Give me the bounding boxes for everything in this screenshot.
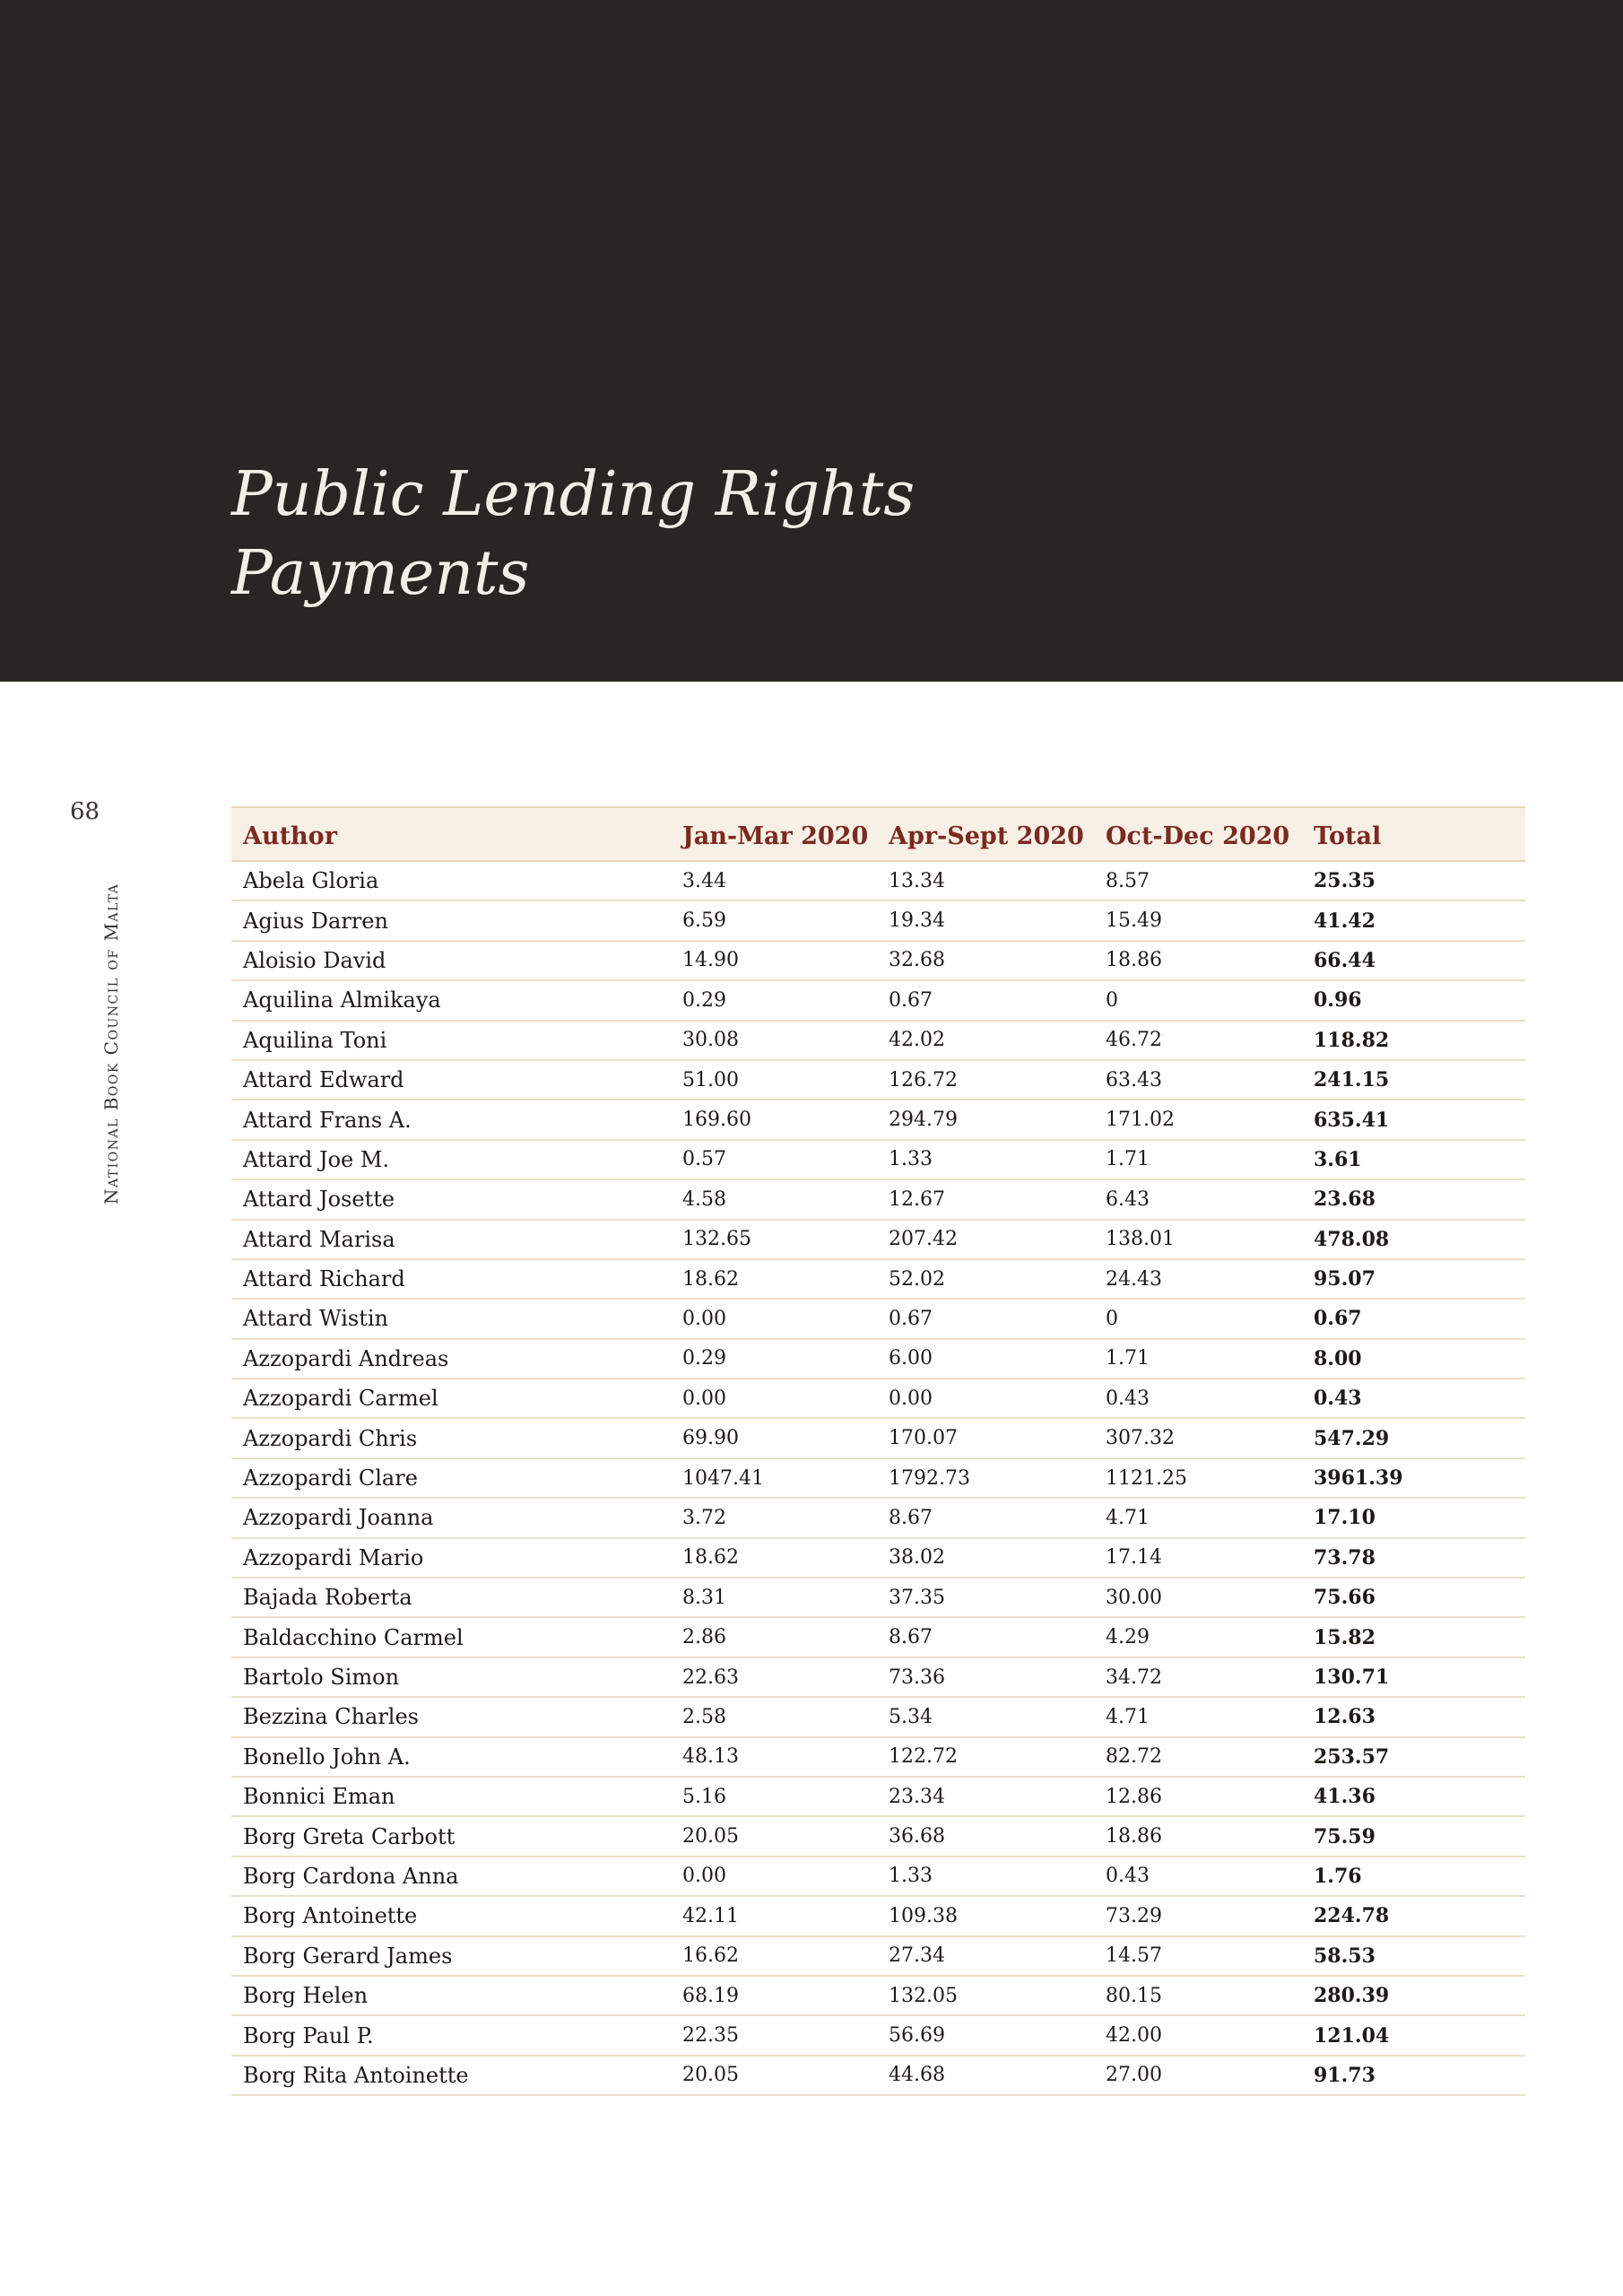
jan-mar-cell: 30.08 bbox=[682, 1029, 739, 1052]
side-running-title: National Book Council of Malta bbox=[100, 883, 122, 1205]
table-row bbox=[231, 1458, 1525, 1498]
apr-sept-cell: 36.68 bbox=[889, 1825, 945, 1848]
table-row bbox=[231, 1220, 1525, 1259]
author-cell: Aquilina Toni bbox=[243, 1027, 387, 1053]
total-cell: 121.04 bbox=[1314, 2023, 1390, 2048]
author-cell: Borg Paul P. bbox=[243, 2022, 374, 2048]
jan-mar-cell: 22.35 bbox=[682, 2024, 739, 2048]
table-row bbox=[231, 2056, 1525, 2095]
table-row bbox=[231, 1140, 1525, 1179]
jan-mar-cell: 16.62 bbox=[682, 1944, 739, 1968]
author-cell: Attard Edward bbox=[243, 1067, 404, 1093]
total-cell: 95.07 bbox=[1314, 1267, 1376, 1292]
author-cell: Bonnici Eman bbox=[243, 1784, 395, 1810]
total-cell: 0.67 bbox=[1314, 1307, 1362, 1331]
oct-dec-cell: 42.00 bbox=[1106, 2024, 1162, 2048]
table-row bbox=[231, 1816, 1525, 1856]
apr-sept-cell: 0.67 bbox=[889, 1307, 933, 1330]
column-header-total: Total bbox=[1314, 822, 1382, 850]
total-cell: 12.63 bbox=[1314, 1705, 1376, 1729]
total-cell: 224.78 bbox=[1314, 1904, 1390, 1928]
total-cell: 15.82 bbox=[1314, 1625, 1376, 1649]
table-row bbox=[231, 1259, 1525, 1299]
payments-table bbox=[231, 806, 1525, 2096]
table-row bbox=[231, 1060, 1525, 1100]
jan-mar-cell: 3.72 bbox=[682, 1506, 726, 1529]
oct-dec-cell: 18.86 bbox=[1106, 949, 1162, 972]
table-row bbox=[231, 1896, 1525, 1935]
author-cell: Borg Rita Antoinette bbox=[243, 2062, 469, 2088]
table-row bbox=[231, 1737, 1525, 1777]
author-cell: Attard Wistin bbox=[243, 1306, 388, 1332]
apr-sept-cell: 294.79 bbox=[889, 1109, 958, 1132]
page-number: 68 bbox=[70, 798, 100, 825]
total-cell: 3.61 bbox=[1314, 1147, 1362, 1171]
jan-mar-cell: 14.90 bbox=[682, 949, 739, 972]
author-cell: Aquilina Almikaya bbox=[243, 987, 441, 1013]
author-cell: Borg Greta Carbott bbox=[243, 1823, 456, 1849]
total-cell: 478.08 bbox=[1314, 1227, 1390, 1251]
total-cell: 1.76 bbox=[1314, 1864, 1362, 1888]
table-row bbox=[231, 1777, 1525, 1816]
jan-mar-cell: 22.63 bbox=[682, 1665, 739, 1689]
apr-sept-cell: 19.34 bbox=[889, 909, 945, 933]
apr-sept-cell: 32.68 bbox=[889, 949, 945, 972]
author-cell: Attard Frans A. bbox=[243, 1107, 412, 1133]
jan-mar-cell: 68.19 bbox=[682, 1984, 739, 2007]
apr-sept-cell: 207.42 bbox=[889, 1228, 958, 1251]
page-title-line-1: Public Lending Rights bbox=[231, 459, 916, 530]
total-cell: 75.66 bbox=[1314, 1586, 1376, 1610]
table-row bbox=[231, 941, 1525, 980]
total-cell: 73.78 bbox=[1314, 1545, 1376, 1570]
jan-mar-cell: 42.11 bbox=[682, 1904, 739, 1927]
apr-sept-cell: 8.67 bbox=[889, 1506, 933, 1529]
total-cell: 66.44 bbox=[1314, 948, 1376, 972]
apr-sept-cell: 1792.73 bbox=[889, 1466, 970, 1490]
author-cell: Attard Joe M. bbox=[243, 1146, 390, 1172]
table-row bbox=[231, 1857, 1525, 1896]
author-cell: Bonello John A. bbox=[243, 1744, 411, 1770]
apr-sept-cell: 109.38 bbox=[889, 1904, 958, 1927]
apr-sept-cell: 5.34 bbox=[889, 1705, 933, 1728]
table-row bbox=[231, 900, 1525, 940]
page-title bbox=[231, 456, 915, 613]
apr-sept-cell: 1.33 bbox=[889, 1865, 933, 1888]
author-cell: Azzopardi Clare bbox=[243, 1465, 418, 1492]
total-cell: 75.59 bbox=[1314, 1824, 1376, 1848]
jan-mar-cell: 20.05 bbox=[682, 2064, 739, 2087]
jan-mar-cell: 6.59 bbox=[682, 909, 726, 933]
oct-dec-cell: 80.15 bbox=[1106, 1984, 1162, 2007]
author-cell: Borg Cardona Anna bbox=[243, 1863, 459, 1889]
total-cell: 130.71 bbox=[1314, 1665, 1390, 1689]
apr-sept-cell: 0.00 bbox=[889, 1387, 933, 1410]
apr-sept-cell: 0.67 bbox=[889, 988, 933, 1012]
table-row bbox=[231, 2015, 1525, 2055]
author-cell: Bartolo Simon bbox=[243, 1665, 400, 1690]
jan-mar-cell: 0.57 bbox=[682, 1148, 726, 1171]
jan-mar-cell: 18.62 bbox=[682, 1267, 739, 1291]
apr-sept-cell: 56.69 bbox=[889, 2024, 945, 2048]
table-row bbox=[231, 1936, 1525, 1976]
table-row bbox=[231, 1418, 1525, 1457]
table-row bbox=[231, 1179, 1525, 1219]
author-cell: Agius Darren bbox=[243, 908, 388, 934]
apr-sept-cell: 12.67 bbox=[889, 1187, 945, 1211]
oct-dec-cell: 1.71 bbox=[1106, 1148, 1150, 1171]
total-cell: 23.68 bbox=[1314, 1187, 1376, 1212]
apr-sept-cell: 126.72 bbox=[889, 1068, 958, 1091]
apr-sept-cell: 27.34 bbox=[889, 1944, 945, 1968]
jan-mar-cell: 3.44 bbox=[682, 869, 726, 892]
table-row bbox=[231, 1299, 1525, 1338]
oct-dec-cell: 1121.25 bbox=[1106, 1466, 1187, 1490]
table-row bbox=[231, 1498, 1525, 1537]
table-row bbox=[231, 1697, 1525, 1736]
total-cell: 41.36 bbox=[1314, 1785, 1376, 1809]
apr-sept-cell: 23.34 bbox=[889, 1785, 945, 1808]
total-cell: 280.39 bbox=[1314, 1984, 1390, 2008]
author-cell: Bezzina Charles bbox=[243, 1704, 419, 1730]
oct-dec-cell: 0 bbox=[1106, 988, 1118, 1012]
author-cell: Azzopardi Chris bbox=[243, 1425, 418, 1451]
table-row bbox=[231, 1339, 1525, 1378]
apr-sept-cell: 52.02 bbox=[889, 1267, 945, 1291]
page-title-line-2: Payments bbox=[231, 538, 530, 609]
oct-dec-cell: 30.00 bbox=[1106, 1586, 1162, 1609]
oct-dec-cell: 24.43 bbox=[1106, 1267, 1162, 1291]
author-cell: Azzopardi Mario bbox=[243, 1544, 424, 1570]
oct-dec-cell: 34.72 bbox=[1106, 1665, 1162, 1689]
table-row bbox=[231, 1617, 1525, 1657]
author-cell: Borg Gerard James bbox=[243, 1943, 453, 1969]
table-row bbox=[231, 1538, 1525, 1578]
apr-sept-cell: 38.02 bbox=[889, 1546, 945, 1570]
jan-mar-cell: 169.60 bbox=[682, 1109, 751, 1132]
author-cell: Abela Gloria bbox=[243, 868, 379, 894]
apr-sept-cell: 13.34 bbox=[889, 869, 945, 892]
total-cell: 635.41 bbox=[1314, 1108, 1390, 1132]
jan-mar-cell: 69.90 bbox=[682, 1427, 739, 1450]
jan-mar-cell: 0.29 bbox=[682, 988, 726, 1012]
oct-dec-cell: 82.72 bbox=[1106, 1745, 1162, 1769]
total-cell: 91.73 bbox=[1314, 2063, 1376, 2087]
jan-mar-cell: 20.05 bbox=[682, 1825, 739, 1848]
jan-mar-cell: 48.13 bbox=[682, 1745, 739, 1769]
oct-dec-cell: 17.14 bbox=[1106, 1546, 1162, 1570]
table-row bbox=[231, 980, 1525, 1020]
author-cell: Borg Antoinette bbox=[243, 1903, 418, 1929]
oct-dec-cell: 307.32 bbox=[1106, 1427, 1175, 1450]
oct-dec-cell: 0 bbox=[1106, 1307, 1118, 1330]
jan-mar-cell: 0.00 bbox=[682, 1307, 726, 1330]
column-header-author: Author bbox=[243, 822, 337, 850]
jan-mar-cell: 0.29 bbox=[682, 1347, 726, 1370]
total-cell: 253.57 bbox=[1314, 1744, 1390, 1769]
total-cell: 17.10 bbox=[1314, 1506, 1376, 1530]
oct-dec-cell: 27.00 bbox=[1106, 2064, 1162, 2087]
column-header-apr-sept: Apr-Sept 2020 bbox=[889, 822, 1084, 850]
apr-sept-cell: 8.67 bbox=[889, 1626, 933, 1649]
table-row bbox=[231, 1100, 1525, 1139]
author-cell: Attard Josette bbox=[243, 1187, 395, 1213]
author-cell: Azzopardi Carmel bbox=[243, 1386, 438, 1412]
author-cell: Azzopardi Andreas bbox=[243, 1345, 449, 1371]
total-cell: 0.43 bbox=[1314, 1387, 1362, 1411]
total-cell: 241.15 bbox=[1314, 1068, 1390, 1092]
total-cell: 118.82 bbox=[1314, 1028, 1390, 1052]
oct-dec-cell: 138.01 bbox=[1106, 1228, 1175, 1251]
apr-sept-cell: 122.72 bbox=[889, 1745, 958, 1769]
jan-mar-cell: 0.00 bbox=[682, 1387, 726, 1410]
author-cell: Bajada Roberta bbox=[243, 1585, 412, 1611]
total-cell: 8.00 bbox=[1314, 1346, 1362, 1370]
jan-mar-cell: 5.16 bbox=[682, 1785, 726, 1808]
apr-sept-cell: 1.33 bbox=[889, 1148, 933, 1171]
table-row bbox=[231, 1578, 1525, 1617]
table-header-row bbox=[231, 807, 1525, 861]
oct-dec-cell: 4.71 bbox=[1106, 1506, 1150, 1529]
jan-mar-cell: 2.58 bbox=[682, 1705, 726, 1728]
oct-dec-cell: 4.29 bbox=[1106, 1626, 1150, 1649]
author-cell: Azzopardi Joanna bbox=[243, 1505, 434, 1531]
oct-dec-cell: 15.49 bbox=[1106, 909, 1162, 933]
apr-sept-cell: 170.07 bbox=[889, 1427, 958, 1450]
apr-sept-cell: 73.36 bbox=[889, 1665, 945, 1689]
table-row bbox=[231, 1378, 1525, 1418]
jan-mar-cell: 2.86 bbox=[682, 1626, 726, 1649]
oct-dec-cell: 14.57 bbox=[1106, 1944, 1162, 1968]
table-row bbox=[231, 1021, 1525, 1060]
author-cell: Attard Marisa bbox=[243, 1226, 395, 1252]
table-row bbox=[231, 1976, 1525, 2015]
total-cell: 547.29 bbox=[1314, 1426, 1390, 1450]
oct-dec-cell: 1.71 bbox=[1106, 1347, 1150, 1370]
jan-mar-cell: 0.00 bbox=[682, 1865, 726, 1888]
oct-dec-cell: 171.02 bbox=[1106, 1109, 1175, 1132]
oct-dec-cell: 63.43 bbox=[1106, 1068, 1162, 1091]
jan-mar-cell: 1047.41 bbox=[682, 1466, 764, 1490]
jan-mar-cell: 51.00 bbox=[682, 1068, 739, 1091]
apr-sept-cell: 37.35 bbox=[889, 1586, 945, 1609]
oct-dec-cell: 18.86 bbox=[1106, 1825, 1162, 1848]
table-row bbox=[231, 1657, 1525, 1697]
oct-dec-cell: 0.43 bbox=[1106, 1865, 1150, 1888]
total-cell: 25.35 bbox=[1314, 869, 1376, 893]
column-header-jan-mar: Jan-Mar 2020 bbox=[682, 822, 869, 850]
column-header-oct-dec: Oct-Dec 2020 bbox=[1106, 822, 1290, 850]
author-cell: Attard Richard bbox=[243, 1266, 405, 1292]
apr-sept-cell: 132.05 bbox=[889, 1984, 958, 2007]
table-body bbox=[231, 861, 1525, 2095]
apr-sept-cell: 42.02 bbox=[889, 1029, 945, 1052]
jan-mar-cell: 4.58 bbox=[682, 1187, 726, 1211]
oct-dec-cell: 73.29 bbox=[1106, 1904, 1162, 1927]
total-cell: 0.96 bbox=[1314, 988, 1362, 1013]
table-row bbox=[231, 861, 1525, 900]
author-cell: Baldacchino Carmel bbox=[243, 1624, 464, 1650]
oct-dec-cell: 6.43 bbox=[1106, 1187, 1150, 1211]
apr-sept-cell: 44.68 bbox=[889, 2064, 945, 2087]
oct-dec-cell: 4.71 bbox=[1106, 1705, 1150, 1728]
jan-mar-cell: 8.31 bbox=[682, 1586, 726, 1609]
oct-dec-cell: 8.57 bbox=[1106, 869, 1150, 892]
total-cell: 3961.39 bbox=[1314, 1466, 1403, 1491]
oct-dec-cell: 12.86 bbox=[1106, 1785, 1162, 1808]
oct-dec-cell: 46.72 bbox=[1106, 1029, 1162, 1052]
header-banner bbox=[0, 0, 1623, 682]
oct-dec-cell: 0.43 bbox=[1106, 1387, 1150, 1410]
jan-mar-cell: 18.62 bbox=[682, 1546, 739, 1570]
apr-sept-cell: 6.00 bbox=[889, 1347, 933, 1370]
jan-mar-cell: 132.65 bbox=[682, 1228, 751, 1251]
total-cell: 41.42 bbox=[1314, 909, 1376, 933]
author-cell: Borg Helen bbox=[243, 1983, 369, 2009]
total-cell: 58.53 bbox=[1314, 1944, 1376, 1968]
author-cell: Aloisio David bbox=[243, 947, 386, 973]
